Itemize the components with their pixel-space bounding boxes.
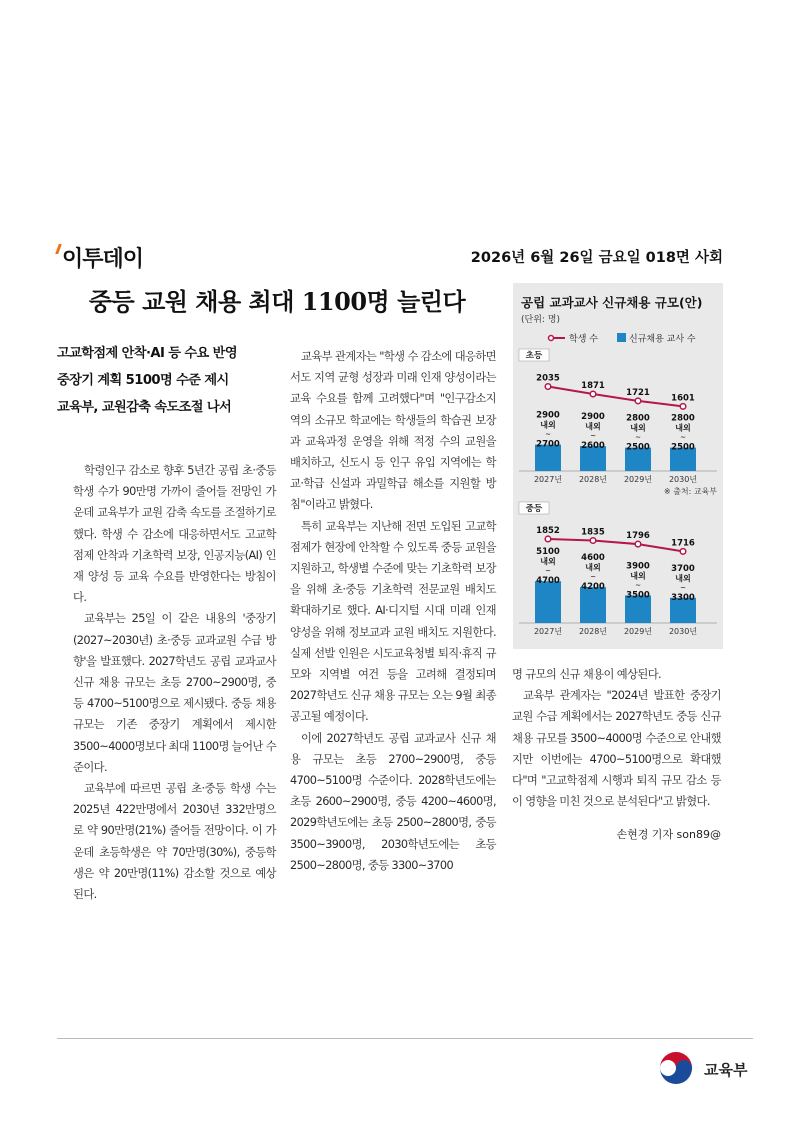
headline: 중등 교원 채용 최대 1100명 늘린다 <box>88 287 466 316</box>
legend-bar-swatch <box>617 333 626 342</box>
bar <box>535 581 561 623</box>
hire-within-label: 내외 <box>630 423 646 433</box>
panel-tag: 중등 <box>525 504 543 514</box>
hire-max-label: 5100 <box>536 547 560 558</box>
dateline: 2026년 6월 26일 금요일 018면 사회 <box>470 250 723 266</box>
student-label: 1716 <box>671 538 695 549</box>
hire-min-label: 3300 <box>671 592 695 603</box>
newspaper-logo: 이투데이 <box>57 242 143 273</box>
student-point <box>545 536 551 542</box>
logo-accent-icon <box>55 244 62 254</box>
hire-within-label: 내외 <box>675 573 691 583</box>
paragraph: 학령인구 감소로 향후 5년간 공립 초·중등 학생 수가 90만명 가까이 줄어들 전망인 가운데 교육부가 교원 감축 속도를 조절하기로 했다. 학생 수 감소에 대응하면서도 고교학점제 안착과 기초학력 보장, 인공지능(AI) 인재 양성 등 교육 수요를 반영한다는 방침이다. <box>73 464 276 605</box>
student-label: 1796 <box>626 531 650 542</box>
hire-max-label: 2800 <box>671 413 695 424</box>
hire-within-label: 내외 <box>585 563 601 573</box>
hire-max-label: 2900 <box>536 410 560 421</box>
chart-unit: (단위: 명) <box>521 315 560 325</box>
x-tick-label: 2028년 <box>578 627 608 636</box>
legend-bar-label: 신규채용 교사 수 <box>629 334 696 345</box>
x-tick-label: 2029년 <box>623 627 653 636</box>
article-column-2 <box>290 346 496 876</box>
hire-min-label: 3500 <box>626 590 650 601</box>
x-tick-label: 2030년 <box>668 627 698 636</box>
hire-within-label: 내외 <box>630 571 646 581</box>
paragraph: 교육부 관계자는 "2024년 발표한 중장기 교원 수급 계획에서는 2027학년도 중등 신규 채용 규모를 3500~4000명 수준으로 안내했지만 이번에는 4700~5100명으로 확대했다"며 "고교학점제 시행과 퇴직 규모 감소 등이 영향을 미친 것으로 분석된다"고 밝혔다. <box>512 689 721 809</box>
x-tick-label: 2029년 <box>623 475 653 484</box>
paragraph: 교육부는 25일 이 같은 내용의 '중장기(2027~2030년) 초·중등 교과교원 수급 방향'을 발표했다. 2027학년도 공립 교과교사 신규 채용 규모는 초등 2700~2900명, 중등 4700~5100명으로 제시됐다. 중등 채용 규모는 기존 중장기 계획에서 제시한 3500~4000명보다 최대 1100명 늘어난 수준이다. <box>73 612 277 774</box>
footer-divider <box>57 1038 753 1039</box>
paragraph: 명 규모의 신규 채용이 예상된다. <box>512 668 662 681</box>
hire-within-label: 내외 <box>585 422 601 432</box>
masthead <box>57 242 723 272</box>
student-label: 1721 <box>626 387 650 398</box>
subhead-3: 교육부, 교원감축 속도조절 나서 <box>57 400 232 415</box>
x-tick-label: 2027년 <box>533 475 563 484</box>
hire-tilde-label: ~ <box>545 430 551 439</box>
hire-within-label: 내외 <box>540 420 556 430</box>
hire-tilde-label: ~ <box>635 433 641 442</box>
paragraph: 교육부 관계자는 "학생 수 감소에 대응하면서도 지역 균형 성장과 미래 인재 양성이라는 교육 수요를 함께 고려했다"며 "인구감소지역의 소규모 학교에는 학생들의 학습권 보장과 교육과정 운영을 위해 적정 수의 교원을 배치하고, 신도시 등 인구 유입 지역에는 학교·학급 신설과 과밀학급 해소를 지원할 방침"이라고 밝혔다. <box>290 350 496 512</box>
hire-max-label: 3700 <box>671 563 695 574</box>
hire-tilde-label: ~ <box>590 432 596 441</box>
student-point <box>635 541 641 547</box>
bar <box>580 587 606 623</box>
byline: 손현경 기자 son89@ <box>616 828 721 841</box>
student-point <box>590 538 596 544</box>
hire-max-label: 2800 <box>626 413 650 424</box>
hire-tilde-label: ~ <box>590 573 596 582</box>
subhead-1: 고교학점제 안착·AI 등 수요 반영 <box>57 346 237 361</box>
x-tick-label: 2027년 <box>533 627 563 636</box>
hire-min-label: 2500 <box>626 442 650 453</box>
hire-within-label: 내외 <box>675 423 691 433</box>
student-label: 1871 <box>581 381 605 392</box>
hiring-chart <box>513 283 723 649</box>
student-point <box>680 404 686 410</box>
article-column-3 <box>512 664 721 812</box>
chart-title: 공립 교과교사 신규채용 규모(안) <box>521 295 703 310</box>
hire-max-label: 3900 <box>626 561 650 572</box>
hire-tilde-label: ~ <box>680 583 686 592</box>
panel-tag: 초등 <box>525 351 543 361</box>
paragraph: 교육부에 따르면 공립 초·중등 학생 수는 2025년 422만명에서 2030년 332만명으로 약 90만명(21%) 줄어들 전망이다. 이 가운데 초등학생은 약 70만명(30%), 중등학생은 약 20만명(11%) 감소할 것으로 예상된다. <box>73 782 276 902</box>
hire-within-label: 내외 <box>540 557 556 567</box>
ministry-name: 교육부 <box>704 1061 748 1079</box>
paragraph: 이에 2027학년도 공립 교과교사 신규 채용 규모는 초등 2700~2900명, 중등 4700~5100명 수준이다. 2028학년도에는 초등 2600~2900명, 중등 4200~4600명, 2029학년도에는 초등 2500~2800명, 중등 3500~3900명, 2030학년도에는 초등 2500~2800명, 중등 3300~3700 <box>290 731 496 872</box>
hire-min-label: 4200 <box>581 582 605 593</box>
legend-line-label: 학생 수 <box>569 334 598 345</box>
student-point <box>545 384 551 390</box>
student-label: 1601 <box>671 393 695 404</box>
paragraph: 특히 교육부는 지난해 전면 도입된 고교학점제가 현장에 안착할 수 있도록 중등 교원을 지원하고, 학생별 수준에 맞는 기초학력 보장을 위해 초·중등 기초학력 전문교원 배치도 확대하기로 했다. AI·디지털 시대 미래 인재 양성을 위해 정보교과 교원 배치도 지원한다. 실제 선발 인원은 시도교육청별 퇴직·휴직 규모와 지역별 여건 등을 고려해 결정되며 2027학년도 신규 채용 규모는 오는 9월 최종 공고될 예정이다. <box>290 519 496 724</box>
student-point <box>635 398 641 404</box>
hire-max-label: 4600 <box>581 553 605 564</box>
student-label: 1852 <box>536 525 560 536</box>
student-label: 2035 <box>536 373 560 384</box>
x-tick-label: 2028년 <box>578 475 608 484</box>
hire-tilde-label: ~ <box>545 567 551 576</box>
hire-min-label: 2700 <box>536 439 560 450</box>
x-tick-label: 2030년 <box>668 475 698 484</box>
hire-min-label: 2500 <box>671 442 695 453</box>
subheads <box>57 340 277 421</box>
subhead-2: 중장기 계획 5100명 수준 제시 <box>57 373 229 388</box>
article-column-1 <box>73 460 276 905</box>
student-label: 1835 <box>581 527 605 538</box>
hire-tilde-label: ~ <box>635 581 641 590</box>
hire-min-label: 4700 <box>536 576 560 587</box>
legend-line-marker <box>549 336 554 341</box>
student-point <box>680 549 686 555</box>
hire-min-label: 2600 <box>581 441 605 452</box>
hire-tilde-label: ~ <box>680 433 686 442</box>
chart-source: ※ 출처: 교육부 <box>663 487 717 496</box>
student-point <box>590 391 596 397</box>
hire-max-label: 2900 <box>581 412 605 423</box>
